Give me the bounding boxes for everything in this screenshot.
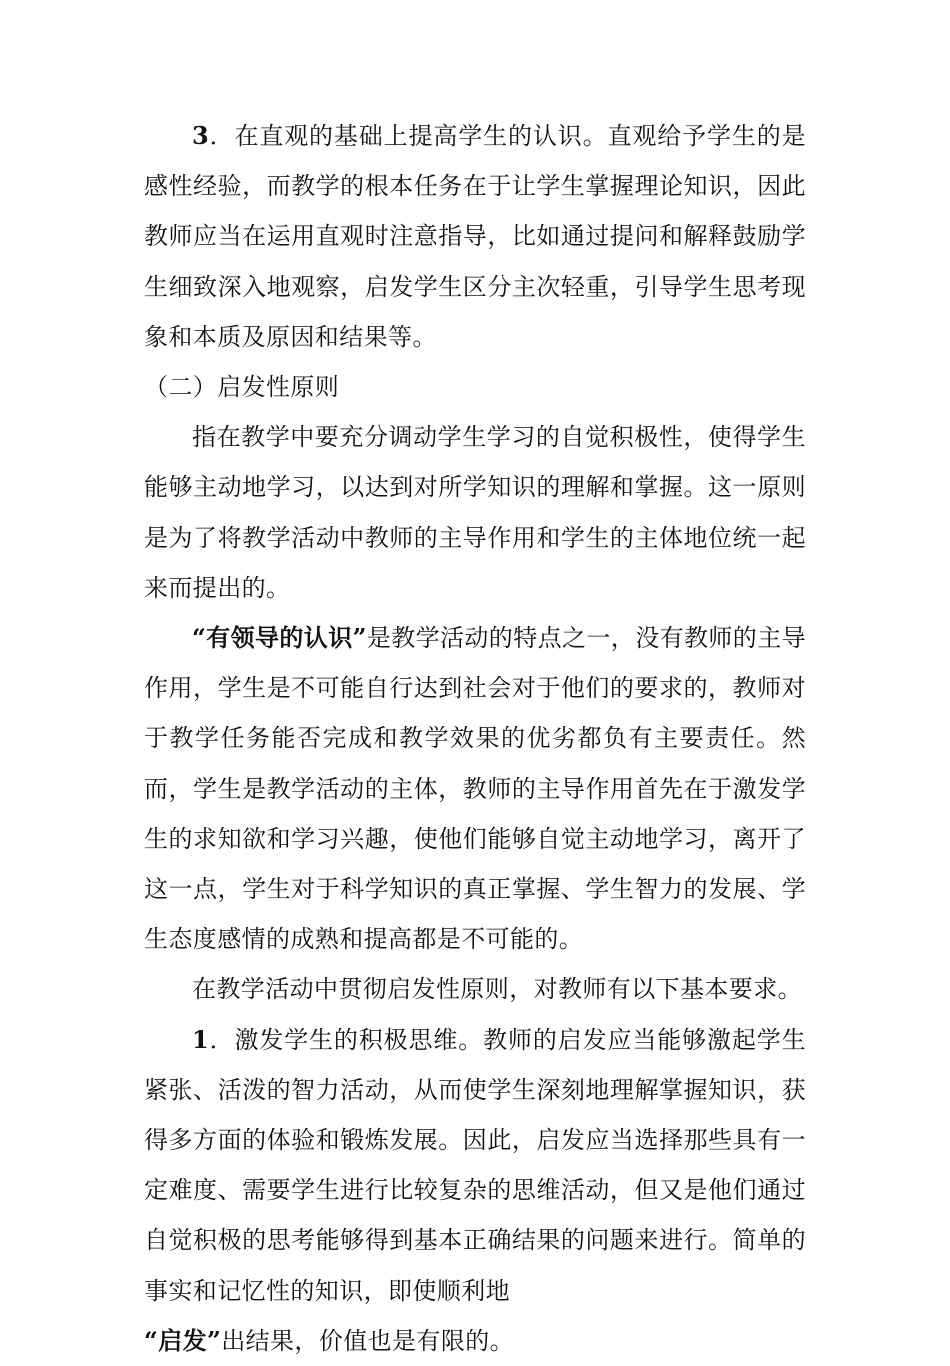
paragraph-tail-text: 出结果，价值也是有限的。	[221, 1326, 515, 1355]
paragraph-guided-cognition	[144, 613, 806, 964]
quoted-term: “有领导的认识”	[192, 623, 367, 653]
paragraph-definition: 指在教学中要充分调动学生学习的自觉积极性，使得学生能够主动地学习，以达到对所学知识的理解和掌握。这一原则是为了将教学活动中教师的主导作用和学生的主体地位统一起来而提出的。	[144, 423, 806, 602]
item-number: 3	[192, 121, 210, 150]
paragraph-requirements-intro: 在教学活动中贯彻启发性原则，对教师有以下基本要求。	[192, 975, 802, 1004]
body-text	[144, 111, 806, 1366]
paragraph-text: ．激发学生的积极思维。教师的启发应当能够激起学生紧张、活泼的智力活动，从而使学生深刻地理解掌握知识，获得多方面的体验和锻炼发展。因此，启发应当选择那些具有一定难度、需要学生进行比较复杂的思维活动，但又是他们通过自觉积极的思考能够得到基本正确结果的问题来进行。简单的事实和记忆性的知识，即使顺利地	[144, 1025, 806, 1305]
paragraph-text: ．在直观的基础上提高学生的认识。直观给予学生的是感性经验，而教学的根本任务在于让学生掌握理论知识，因此教师应当在运用直观时注意指导，比如通过提问和解释鼓励学生细致深入地观察，启发学生区分主次轻重，引导学生思考现象和本质及原因和结果等。	[144, 122, 806, 351]
section-heading: （二）启发性原则	[144, 373, 340, 402]
paragraph-intuition-cognition	[144, 111, 806, 362]
item-number: 1	[192, 1024, 210, 1054]
paragraph-active-thinking	[144, 1015, 806, 1366]
paragraph-text: 是教学活动的特点之一，没有教师的主导作用，学生是不可能自行达到社会对于他们的要求的，教师对于教学任务能否完成和教学效果的优劣都负有主要责任。然而，学生是教学活动的主体，教师的主导作用首先在于激发学生的求知欲和学习兴趣，使他们能够自觉主动地学习，离开了这一点，学生对于科学知识的真正掌握、学生智力的发展、学生态度感情的成熟和提高都是不可能的。	[144, 624, 807, 954]
quoted-term: “启发”	[144, 1325, 222, 1355]
